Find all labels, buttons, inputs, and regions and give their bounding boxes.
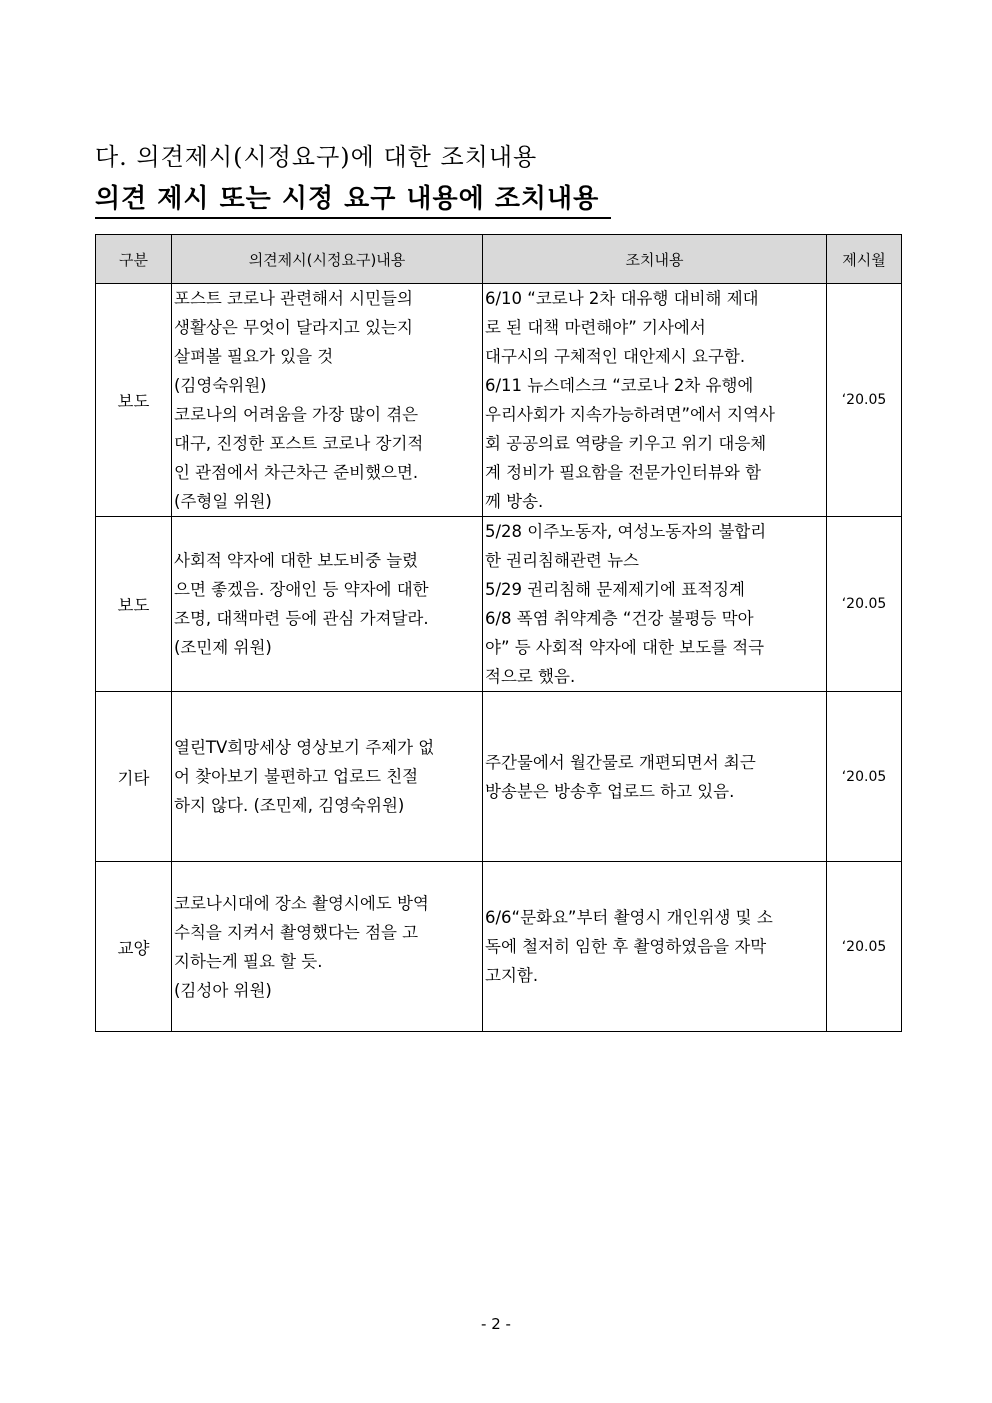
opinion-line: 열린TV희망세상 영상보기 주제가 없 [174,738,435,757]
opinion-line: 포스트 코로나 관련해서 시민들의 [174,289,413,308]
table-row [96,692,902,862]
header-month: 제시월 [827,235,902,284]
row-action [483,517,827,692]
opinion-line: 코로나의 어려움을 가장 많이 겪은 [174,405,419,424]
table-row [96,862,902,1032]
opinion-line: 수칙을 지켜서 촬영했다는 점을 고 [174,922,419,942]
action-line: 6/6“문화요”부터 촬영시 개인위생 및 소 [485,908,773,927]
action-line: 6/10 “코로나 2차 대유행 대비해 제대 [485,289,759,308]
row-month: ‘20.05 [827,284,902,517]
opinion-line: 지하는게 필요 할 듯. [174,951,323,971]
action-line: 야” 등 사회적 약자에 대한 보도를 적극 [485,638,765,657]
table-header-row [96,235,902,284]
opinion-line: 으면 좋겠음. 장애인 등 약자에 대한 [174,580,429,599]
row-opinion [172,692,483,862]
opinion-line: (주형일 위원) [174,492,272,511]
action-line: 한 권리침해관련 뉴스 [485,551,639,570]
row-action [483,692,827,862]
document-title: 의견 제시 또는 시정 요구 내용에 조치내용 [95,178,611,219]
row-category: 기타 [96,692,172,862]
opinion-line: 생활상은 무엇이 달라지고 있는지 [174,318,413,337]
row-category: 보도 [96,517,172,692]
opinion-line: 대구, 진정한 포스트 코로나 장기적 [174,434,424,453]
action-line: 회 공공의료 역량을 키우고 위기 대응체 [485,434,767,453]
row-month: ‘20.05 [827,862,902,1032]
opinion-line: 하지 않다. (조민제, 김영숙위원) [174,796,405,815]
opinion-line: (김성아 위원) [174,980,272,1000]
action-line: 방송분은 방송후 업로드 하고 있음. [485,781,735,801]
opinion-action-table [95,234,902,1032]
action-line: 6/11 뉴스데스크 “코로나 2차 유행에 [485,376,754,395]
row-category: 보도 [96,284,172,517]
row-action [483,862,827,1032]
action-line: 우리사회가 지속가능하려면”에서 지역사 [485,405,776,424]
opinion-line: 조명, 대책마련 등에 관심 가져달라. [174,609,429,628]
row-opinion [172,517,483,692]
action-line: 께 방송. [485,492,544,511]
header-opinion: 의견제시(시정요구)내용 [172,235,483,284]
row-month: ‘20.05 [827,517,902,692]
action-line: 계 정비가 필요함을 전문가인터뷰와 함 [485,463,762,482]
row-opinion [172,862,483,1032]
row-category: 교양 [96,862,172,1032]
opinion-line: 사회적 약자에 대한 보도비중 늘렸 [174,551,419,570]
action-line: 5/28 이주노동자, 여성노동자의 불합리 [485,522,767,541]
action-line: 대구시의 구체적인 대안제시 요구함. [485,347,746,366]
action-line: 로 된 대책 마련해야” 기사에서 [485,318,706,337]
header-category: 구분 [96,235,172,284]
opinion-line: 어 찾아보기 불편하고 업로드 친절 [174,767,419,786]
row-opinion [172,284,483,517]
header-action: 조치내용 [483,235,827,284]
page-number: - 2 - [481,1315,511,1333]
action-line: 독에 철저히 임한 후 촬영하였음을 자막 [485,937,767,956]
opinion-line: (김영숙위원) [174,376,267,395]
action-line: 5/29 권리침해 문제제기에 표적징계 [485,580,745,599]
section-heading: 다. 의견제시(시정요구)에 대한 조치내용 [95,143,538,171]
table-row [96,517,902,692]
action-line: 고지함. [485,966,539,985]
opinion-line: 인 관점에서 차근차근 준비했으면. [174,463,419,482]
opinion-line: 코로나시대에 장소 촬영시에도 방역 [174,893,429,913]
row-month: ‘20.05 [827,692,902,862]
table-row [96,284,902,517]
action-line: 주간물에서 월간물로 개편되면서 최근 [485,752,756,772]
opinion-line: 살펴볼 필요가 있을 것 [174,347,334,366]
action-line: 6/8 폭염 취약계층 “건강 불평등 막아 [485,609,754,628]
opinion-line: (조민제 위원) [174,638,272,657]
row-action [483,284,827,517]
action-line: 적으로 했음. [485,667,576,686]
